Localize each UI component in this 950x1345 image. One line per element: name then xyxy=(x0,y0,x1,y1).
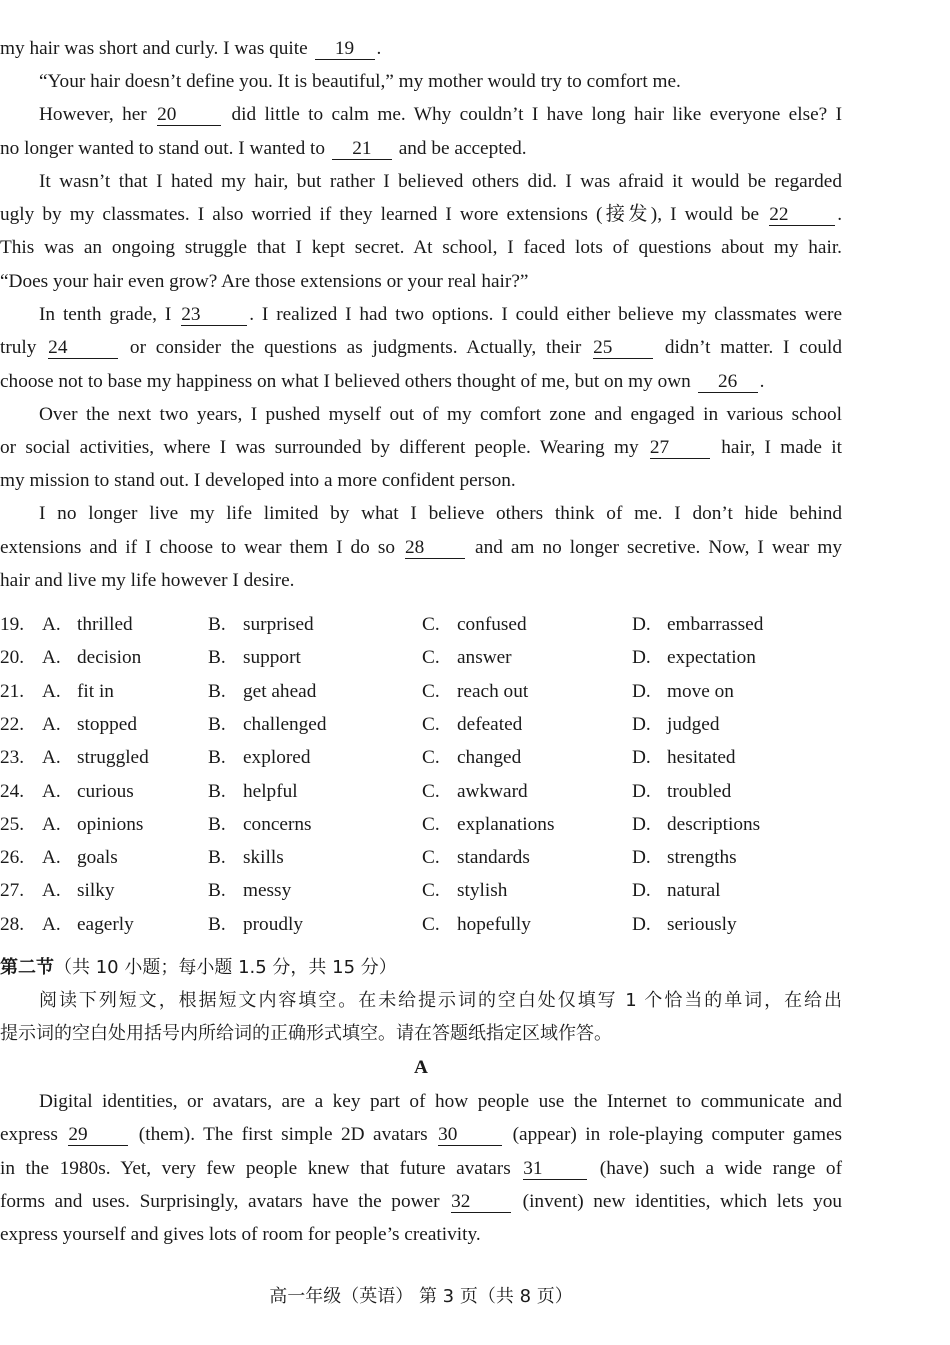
instruction-text: 提示词的空白处用括号内所给词的正确形式填空。请在答题纸指定区域作答。 xyxy=(0,1023,612,1044)
option-d xyxy=(632,913,737,937)
option-letter: C. xyxy=(422,713,440,735)
option-text: troubled xyxy=(667,780,732,802)
option-d xyxy=(632,846,737,870)
passage-text: and be accepted. xyxy=(398,138,527,159)
option-text: move on xyxy=(667,680,734,702)
passage-a-line xyxy=(0,1090,842,1114)
option-text: helpful xyxy=(243,780,298,802)
option-text: fit in xyxy=(77,680,114,702)
option-letter: D. xyxy=(632,847,651,869)
option-b xyxy=(208,813,312,837)
option-d xyxy=(632,746,736,770)
option-text: defeated xyxy=(457,713,523,735)
option-letter: C. xyxy=(422,913,440,935)
blank-31: 31 xyxy=(523,1159,587,1180)
passage-text: . xyxy=(376,38,382,59)
passage-text: . xyxy=(837,204,843,225)
option-text: messy xyxy=(243,880,292,902)
option-letter: A. xyxy=(42,813,61,835)
blank-19: 19 xyxy=(315,39,375,60)
option-text: hesitated xyxy=(667,747,736,769)
option-text: curious xyxy=(77,780,134,802)
passage-text: my hair was short and curly. I was quite xyxy=(0,38,308,59)
option-letter: D. xyxy=(632,647,651,669)
passage-text: . xyxy=(759,371,765,392)
blank-30: 30 xyxy=(438,1125,502,1146)
blank-23: 23 xyxy=(181,305,247,326)
option-a xyxy=(42,646,141,670)
option-c xyxy=(422,746,521,770)
option-c xyxy=(422,879,507,903)
blank-24: 24 xyxy=(48,338,118,359)
option-b xyxy=(208,646,301,670)
option-letter: D. xyxy=(632,614,651,635)
blank-32: 32 xyxy=(451,1192,511,1213)
instruction-line xyxy=(0,1022,842,1046)
option-letter: C. xyxy=(422,880,440,902)
option-c xyxy=(422,713,522,737)
option-text: descriptions xyxy=(667,813,761,835)
option-text: concerns xyxy=(243,813,312,835)
section-heading xyxy=(0,956,842,980)
option-c xyxy=(422,680,528,704)
option-letter: D. xyxy=(632,913,651,935)
option-text: standards xyxy=(457,847,530,869)
passage-line xyxy=(0,536,842,560)
option-a xyxy=(42,813,143,837)
passage-line xyxy=(0,37,842,61)
option-text: reach out xyxy=(457,680,529,702)
option-letter: D. xyxy=(632,713,651,735)
passage-text: no longer wanted to stand out. I wanted to xyxy=(0,138,326,159)
option-letter: C. xyxy=(422,780,440,802)
passage-line xyxy=(0,70,842,94)
passage-line xyxy=(0,236,842,260)
option-a xyxy=(42,713,137,737)
option-letter: A. xyxy=(42,913,61,935)
option-a xyxy=(42,879,115,903)
page-footer: 高一年级（英语） 第 3 页（共 8 页） xyxy=(269,1286,573,1307)
passage-a-line xyxy=(0,1223,842,1247)
passage-text: Digital identities, or avatars, are a key part of how people use the Internet to communicate and xyxy=(39,1091,842,1112)
option-letter: A. xyxy=(42,680,61,702)
passage-text: However, her xyxy=(39,104,147,125)
option-letter: B. xyxy=(208,913,226,935)
option-letter: B. xyxy=(208,880,226,902)
passage-text: hair and live my life however I desire. xyxy=(0,570,295,591)
option-text: goals xyxy=(77,847,118,869)
option-letter: B. xyxy=(208,713,226,735)
option-text: support xyxy=(243,647,301,669)
passage-text: ugly by my classmates. I also worried if they learned I wore extensions (接发), I would be xyxy=(0,204,760,225)
option-text: seriously xyxy=(667,913,737,935)
passage-text: hair, I made it xyxy=(721,437,842,458)
option-letter: A. xyxy=(42,614,61,635)
option-d xyxy=(632,713,719,737)
passage-text: This was an ongoing struggle that I kept secret. At school, I faced lots of questions about my hair. xyxy=(0,237,842,258)
question-number: 21. xyxy=(0,680,25,702)
option-letter: D. xyxy=(632,880,651,902)
option-a xyxy=(42,613,133,637)
passage-text: or consider the questions as judgments. Actually, their xyxy=(129,337,582,358)
passage-line xyxy=(0,303,842,327)
section-heading-info: （共 10 小题；每小题 1.5 分，共 15 分） xyxy=(54,957,397,978)
blank-22: 22 xyxy=(769,205,835,226)
option-c xyxy=(422,646,512,670)
option-letter: D. xyxy=(632,747,651,769)
blank-21: 21 xyxy=(332,139,392,160)
option-letter: B. xyxy=(208,680,226,702)
section-heading-title: 第二节 xyxy=(0,957,54,978)
option-b xyxy=(208,846,284,870)
option-letter: A. xyxy=(42,647,61,669)
option-c xyxy=(422,846,530,870)
passage-line xyxy=(0,469,842,493)
passage-line xyxy=(0,137,842,161)
option-text: explored xyxy=(243,747,311,769)
option-text: awkward xyxy=(457,780,528,802)
passage-text: did little to calm me. Why couldn’t I have long hair like everyone else? I xyxy=(231,104,843,125)
option-d xyxy=(632,613,763,637)
option-text: strengths xyxy=(667,847,737,869)
passage-text: “Your hair doesn’t define you. It is beautiful,” my mother would try to comfort me. xyxy=(39,71,681,92)
option-text: struggled xyxy=(77,747,149,769)
passage-line xyxy=(0,403,842,427)
option-text: skills xyxy=(243,847,284,869)
option-letter: B. xyxy=(208,780,226,802)
passage-line xyxy=(0,436,842,460)
passage-line xyxy=(0,203,842,227)
option-letter: B. xyxy=(208,747,226,769)
option-b xyxy=(208,746,310,770)
passage-text: Over the next two years, I pushed myself out of my comfort zone and engaged in various school xyxy=(39,404,842,425)
option-c xyxy=(422,613,527,637)
option-d xyxy=(632,813,760,837)
option-letter: C. xyxy=(422,614,440,635)
option-letter: B. xyxy=(208,647,226,669)
blank-20: 20 xyxy=(157,105,221,126)
option-text: opinions xyxy=(77,813,144,835)
option-letter: C. xyxy=(422,647,440,669)
question-number: 27. xyxy=(0,880,25,902)
option-d xyxy=(632,879,721,903)
option-a xyxy=(42,780,134,804)
blank-29: 29 xyxy=(68,1125,128,1146)
option-text: decision xyxy=(77,647,142,669)
passage-text: express yourself and gives lots of room for people’s creativity. xyxy=(0,1224,481,1245)
option-letter: C. xyxy=(422,813,440,835)
option-a xyxy=(42,846,118,870)
instruction-line xyxy=(0,989,842,1013)
option-b xyxy=(208,879,291,903)
option-letter: B. xyxy=(208,614,226,635)
option-letter: A. xyxy=(42,780,61,802)
option-d xyxy=(632,780,731,804)
passage-text: or social activities, where I was surrounded by different people. Wearing my xyxy=(0,437,639,458)
blank-28: 28 xyxy=(405,538,465,559)
passage-text: (invent) new identities, which lets you xyxy=(522,1191,842,1212)
option-text: expectation xyxy=(667,647,756,669)
passage-text: “Does your hair even grow? Are those extensions or your real hair?” xyxy=(0,271,529,292)
passage-text: in the 1980s. Yet, very few people knew that future avatars xyxy=(0,1158,511,1179)
option-letter: D. xyxy=(632,780,651,802)
option-text: natural xyxy=(667,880,721,902)
passage-text: express xyxy=(0,1124,58,1145)
passage-text: truly xyxy=(0,337,37,358)
passage-text: I no longer live my life limited by what I believe others think of me. I don’t hide behind xyxy=(39,503,842,524)
option-b xyxy=(208,780,298,804)
option-text: get ahead xyxy=(243,680,317,702)
passage-text: choose not to base my happiness on what I believed others thought of me, but on my own xyxy=(0,371,691,392)
option-letter: D. xyxy=(632,813,651,835)
option-b xyxy=(208,680,316,704)
option-letter: A. xyxy=(42,747,61,769)
option-text: embarrassed xyxy=(667,614,764,635)
blank-26: 26 xyxy=(698,372,758,393)
question-number: 19. xyxy=(0,614,25,635)
passage-text: In tenth grade, I xyxy=(39,304,172,325)
option-text: confused xyxy=(457,614,527,635)
option-letter: A. xyxy=(42,847,61,869)
passage-line xyxy=(0,370,842,394)
passage-text: It wasn’t that I hated my hair, but rather I believed others did. I was afraid it would be regarded xyxy=(39,171,842,192)
passage-text: (have) such a wide range of xyxy=(599,1158,842,1179)
option-text: judged xyxy=(667,713,720,735)
option-letter: C. xyxy=(422,747,440,769)
option-text: surprised xyxy=(243,614,314,635)
passage-text: (them). The first simple 2D avatars xyxy=(138,1124,428,1145)
option-text: proudly xyxy=(243,913,303,935)
blank-27: 27 xyxy=(650,438,710,459)
instruction-text: 阅读下列短文，根据短文内容填空。在未给提示词的空白处仅填写 1 个恰当的单词，在给出 xyxy=(39,990,842,1011)
option-d xyxy=(632,646,756,670)
option-letter: B. xyxy=(208,813,226,835)
option-text: explanations xyxy=(457,813,555,835)
option-text: changed xyxy=(457,747,522,769)
option-letter: C. xyxy=(422,847,440,869)
option-d xyxy=(632,680,734,704)
question-number: 26. xyxy=(0,847,25,869)
option-a xyxy=(42,913,134,937)
option-letter: C. xyxy=(422,680,440,702)
option-letter: A. xyxy=(42,880,61,902)
option-text: answer xyxy=(457,647,512,669)
question-number: 23. xyxy=(0,747,25,769)
passage-a-line xyxy=(0,1190,842,1214)
option-letter: A. xyxy=(42,713,61,735)
passage-line xyxy=(0,270,842,294)
option-b xyxy=(208,913,303,937)
passage-text: didn’t matter. I could xyxy=(664,337,843,358)
passage-text: forms and uses. Surprisingly, avatars have the power xyxy=(0,1191,440,1212)
option-text: stylish xyxy=(457,880,508,902)
passage-label: A xyxy=(414,1057,428,1078)
passage-line xyxy=(0,336,842,360)
option-a xyxy=(42,746,149,770)
option-a xyxy=(42,680,114,704)
passage-line xyxy=(0,569,842,593)
passage-text: . I realized I had two options. I could either believe my classmates were xyxy=(249,304,842,325)
passage-text: (appear) in role-playing computer games xyxy=(512,1124,843,1145)
passage-text: extensions and if I choose to wear them I do so xyxy=(0,537,395,558)
option-text: stopped xyxy=(77,713,137,735)
option-letter: B. xyxy=(208,847,226,869)
blank-25: 25 xyxy=(593,338,653,359)
passage-line xyxy=(0,103,842,127)
passage-line xyxy=(0,502,842,526)
option-text: silky xyxy=(77,880,115,902)
option-b xyxy=(208,613,314,637)
passage-a-line xyxy=(0,1157,842,1181)
passage-text: and am no longer secretive. Now, I wear my xyxy=(475,537,842,558)
option-text: thrilled xyxy=(77,614,133,635)
question-number: 25. xyxy=(0,813,25,835)
option-c xyxy=(422,780,528,804)
question-number: 28. xyxy=(0,913,25,935)
passage-a-line xyxy=(0,1123,842,1147)
option-c xyxy=(422,813,554,837)
option-b xyxy=(208,713,327,737)
passage-text: my mission to stand out. I developed into a more confident person. xyxy=(0,470,516,491)
question-number: 20. xyxy=(0,647,25,669)
option-text: challenged xyxy=(243,713,327,735)
option-text: hopefully xyxy=(457,913,531,935)
question-number: 24. xyxy=(0,780,25,802)
option-text: eagerly xyxy=(77,913,134,935)
question-number: 22. xyxy=(0,713,25,735)
option-letter: D. xyxy=(632,680,651,702)
option-c xyxy=(422,913,531,937)
passage-line xyxy=(0,170,842,194)
